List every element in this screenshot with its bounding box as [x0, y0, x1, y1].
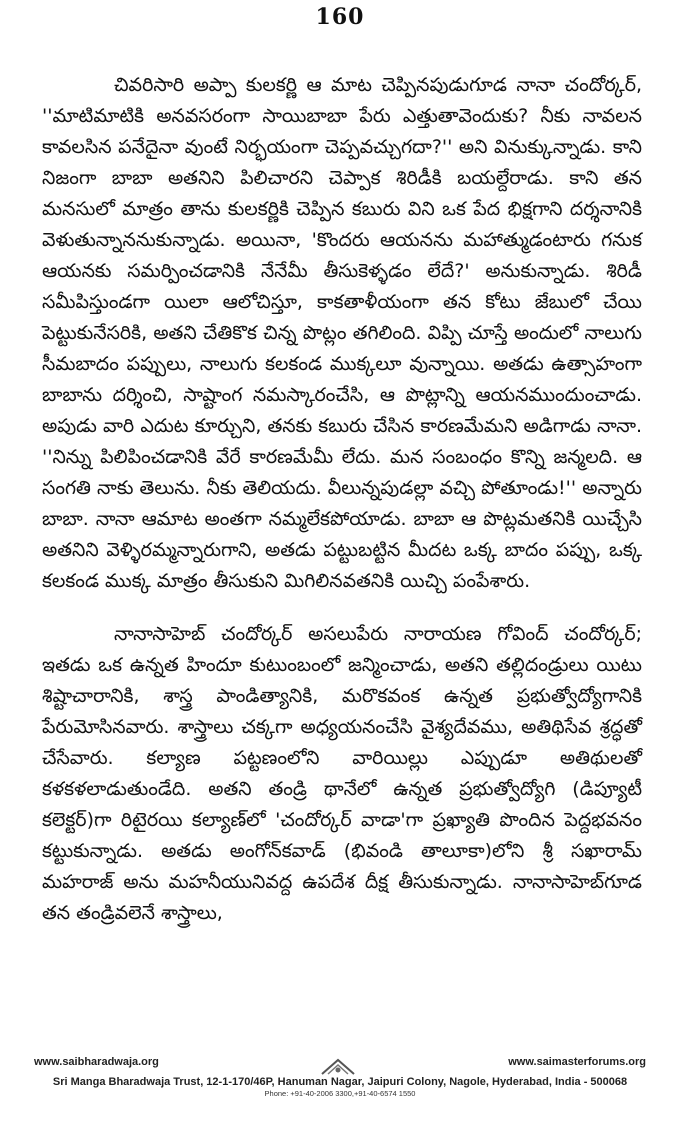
page-footer: [0, 1056, 680, 1122]
page-number: 160: [315, 4, 365, 30]
footer-phone: Phone: +91-40-2006 3300,+91-40-6574 1550: [264, 1089, 416, 1098]
paragraph-1: చివరిసారి అప్పా కులకర్ణి ఆ మాట చెప్పినపుడుగూడ నానా చందోర్కర్, ''మాటిమాటికి అనవసరంగా సాయిబాబా పేరు ఎత్తుతావెందుకు? నీకు నావలన కావలసిన పనేదైనా వుంటే నిర్భయంగా చెప్పవచ్చుగదా?'' అని వినుక్కున్నాడు. కాని నిజంగా బాబా అతనిని పిలిచారని చెప్పాక శిరిడీకి బయల్దేరాడు. కాని తన మనసులో మాత్రం తాను కులకర్ణికి చెప్పిన కబురు విని ఒక పేద భిక్షగాని దర్శనానికి వెళుతున్నాననుకున్నాడు. అయినా, 'కొందరు ఆయనను మహాత్ముడంటారు గనుక ఆయనకు సమర్పించడానికి నేనేమీ తీసుకెళ్ళడం లేదే?' అనుకున్నాడు. శిరిడీ సమీపిస్తుండగా యిలా ఆలోచిస్తూ, కాకతాళీయంగా తన కోటు జేబులో చేయి పెట్టుకునేసరికి, అతని చేతికొక చిన్న పొట్లం తగిలింది. విప్పి చూస్తే అందులో నాలుగు సీమబాదం పప్పులు, నాలుగు కలకండ ముక్కలూ వున్నాయి. అతడు ఉత్సాహంగా బాబాను దర్శించి, సాష్టాంగ నమస్కారంచేసి, ఆ పొట్లాన్ని ఆయనముందుంచాడు. అపుడు వారి ఎదుట కూర్చుని, తనకు కబురు చేసిన కారణమేమని అడిగాడు నానా. ''నిన్ను పిలిపించడానికి వేరే కారణమేమీ లేదు. మన సంబంధం కొన్ని జన్మలది. ఆ సంగతి నాకు తెలును. నీకు తెలియదు. వీలున్నపుడల్లా వచ్చి పోతూండు!'' అన్నారు బాబా. నానా ఆమాట అంతగా నమ్మలేకపోయాడు. బాబా ఆ పొట్లమతనికి యిచ్చేసి అతనిని వెళ్ళిరమ్మన్నారుగాని, అతడు పట్టుబట్టిన మీదట ఒక్క బాదం పప్పు, ఒక్క కలకండ ముక్క మాత్రం తీసుకుని మిగిలినవతనికి యిచ్చి పంపేశారు.: [42, 74, 642, 592]
footer-url-right[interactable]: www.saimasterforums.org: [508, 1056, 646, 1068]
body-text: [42, 70, 642, 929]
om-emblem-icon: [318, 1056, 358, 1078]
footer-url-left[interactable]: www.saibharadwaja.org: [34, 1056, 159, 1068]
footer-trust-address: Sri Manga Bharadwaja Trust, 12-1-170/46P, Hanuman Nagar, Jaipuri Colony, Nagole, Hyderabad, India - 500068: [52, 1076, 628, 1088]
paragraph-2: నానాసాహెబ్ చందోర్కర్ అసలుపేరు నారాయణ గోవింద్ చందోర్కర్; ఇతడు ఒక ఉన్నత హిందూ కుటుంబంలో జన్మించాడు, అతని తల్లిదండ్రులు యిటు శిష్టాచారానికి, శాస్త్ర పాండిత్యానికి, మరొకవంక ఉన్నత ప్రభుత్వోద్యోగానికి పేరుమోసినవారు. శాస్త్రాలు చక్కగా అధ్యయనంచేసి వైశ్యదేవము, అతిథిసేవ శ్రద్ధతో చేసేవారు. కల్యాణ పట్టణంలోని వారియిల్లు ఎప్పుడూ అతిథులతో కళకళలాడుతుండేది. అతని తండ్రి థానేలో ఉన్నత ప్రభుత్వోద్యోగి (డిప్యూటీ కలెక్టర్)గా రిటైరయి కల్యాణ్‌లో 'చందోర్కర్ వాడా'గా ప్రఖ్యాతి పొందిన పెద్దభవనం కట్టుకున్నాడు. అతడు అంగోన్‌కవాడ్ (భివండి తాలూకా)లోని శ్రీ సఖారామ్ మహరాజ్ అను మహనీయునివద్ద ఉపదేశ దీక్ష తీసుకున్నాడు. నానాసాహెబ్‌గూడ తన తండ్రివలెనే శాస్త్రాలు,: [42, 623, 642, 924]
